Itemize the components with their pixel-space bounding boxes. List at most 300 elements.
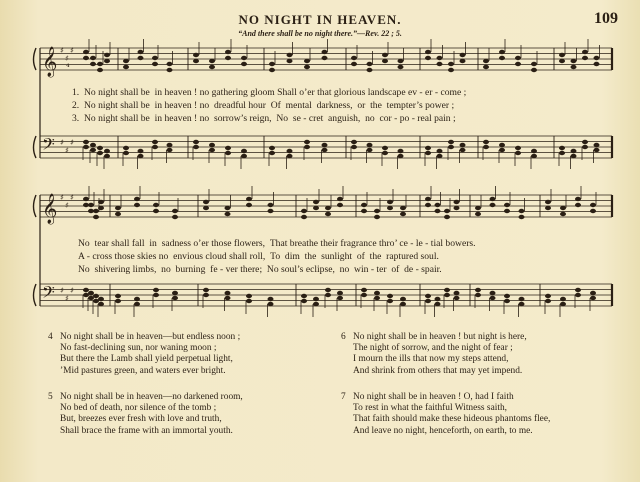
system1-brace	[34, 48, 37, 158]
system2-note-head	[475, 293, 481, 297]
system1-note-head	[123, 65, 129, 69]
system2-treble-clef: 𝄞	[42, 194, 58, 224]
system1-note-head	[460, 59, 466, 63]
system2-note-head	[93, 209, 99, 213]
scripture-reference: “And there shall be no night there.”—Rev. 22 ; 5.	[238, 29, 402, 38]
system2-note-head	[325, 206, 331, 210]
system2-note-head	[134, 203, 140, 207]
system2-note-head	[504, 209, 510, 213]
system2-note-head	[203, 200, 209, 204]
system1-note-head	[97, 146, 103, 150]
system1-note-head	[582, 145, 588, 149]
system1-note-head	[123, 146, 129, 150]
system1-note-head	[448, 140, 454, 144]
system2-note-head	[490, 291, 496, 295]
system2-note-head	[268, 297, 274, 301]
system1-note-head	[398, 154, 404, 158]
system1-note-head	[351, 145, 357, 149]
system2-note-head	[400, 206, 406, 210]
stanza-line: Shall brace the frame with an immortal youth.	[60, 425, 233, 436]
system2-note-head	[374, 209, 380, 213]
system1-note-head	[448, 68, 454, 72]
system2-note-head	[153, 288, 159, 292]
system1-note-head	[499, 143, 505, 147]
system1-note-head	[241, 154, 247, 158]
system2-note-head	[98, 297, 104, 301]
system2-note-head	[575, 293, 581, 297]
system2-note-head	[400, 297, 406, 301]
system1-note-head	[398, 65, 404, 69]
system1-note-head	[287, 59, 293, 63]
system1-note-head	[382, 53, 388, 57]
system1-note-head	[499, 50, 505, 54]
system2-note-head	[361, 209, 367, 213]
system2-note-head	[301, 209, 307, 213]
system2-note-head	[454, 296, 460, 300]
system2-note-head	[545, 294, 551, 298]
verse-line-1: 1. No night shall be in heaven ! no gathering gloom Shall o’er that glorious landscape ev - er - come ;	[72, 87, 467, 98]
system1-note-head	[167, 68, 173, 72]
system1-note-head	[594, 143, 600, 147]
system1-note-head	[571, 154, 577, 158]
system1-note-head	[83, 140, 89, 144]
system2-note-head	[490, 203, 496, 207]
stanza-line: That faith should make these hideous phantoms flee,	[353, 414, 551, 425]
system2-note-head	[153, 203, 159, 207]
system1-note-head	[304, 59, 310, 63]
system1-bass-clef: 𝄢	[42, 134, 55, 158]
system2-key-sharp: ♯	[70, 286, 74, 295]
system2-note-head	[325, 212, 331, 216]
system1-note-head	[483, 145, 489, 149]
system2-note-head	[575, 288, 581, 292]
system2-note-head	[490, 197, 496, 201]
system2-note-head	[400, 302, 406, 306]
system1-note-head	[167, 62, 173, 66]
stanza-6	[341, 332, 527, 377]
system1-note-head	[138, 154, 144, 158]
system1-note-head	[351, 56, 357, 60]
system2-note-head	[225, 212, 231, 216]
system2-note-head	[153, 209, 159, 213]
system2-bass-clef: 𝄢	[42, 282, 55, 306]
system1-note-head	[483, 59, 489, 63]
system1-note-head	[460, 53, 466, 57]
system1-note-head	[559, 151, 565, 155]
time-sig: ⁴	[66, 63, 70, 73]
system1-note-head	[152, 145, 158, 149]
system2-note-head	[246, 294, 252, 298]
system1-key-sharp: ♯	[60, 46, 64, 55]
stanza-line: No night shall be in heaven ! O, had I faith	[353, 392, 514, 402]
system2-note-head	[98, 200, 104, 204]
system1-note-head	[515, 146, 521, 150]
system2-note-head	[301, 294, 307, 298]
system1-note-head	[425, 56, 431, 60]
system1-note-head	[287, 53, 293, 57]
system2-note-head	[134, 197, 140, 201]
system2-note-head	[425, 203, 431, 207]
system1-note-head	[322, 148, 328, 152]
system1-note-head	[437, 56, 443, 60]
system2-brace	[34, 195, 37, 306]
stanza-number: 5	[48, 392, 53, 402]
system1-note-head	[167, 143, 173, 147]
system2-note-head	[172, 291, 178, 295]
system2-note-head	[575, 203, 581, 207]
system1-note-head	[123, 59, 129, 63]
system2-note-head	[444, 288, 450, 292]
system2-note-head	[268, 302, 274, 306]
system1-note-head	[382, 151, 388, 155]
system1-note-head	[104, 154, 110, 158]
system1-note-head	[90, 143, 96, 147]
stanza-line: To rest in what the faithful Witness saith,	[353, 403, 507, 414]
system1-note-head	[167, 148, 173, 152]
system2-note-head	[172, 215, 178, 219]
system1-note-head	[437, 154, 443, 158]
system1-note-head	[425, 151, 431, 155]
system2-key-sharp: ♯	[70, 193, 74, 202]
system2-note-head	[301, 299, 307, 303]
system2-note-head	[560, 212, 566, 216]
system2-note-head	[153, 293, 159, 297]
system1-note-head	[367, 68, 373, 72]
system1-note-head	[209, 65, 215, 69]
system2-note-head	[301, 215, 307, 219]
stanza-7	[341, 392, 551, 437]
system1-note-head	[531, 62, 537, 66]
system1-note-head	[241, 149, 247, 153]
verse-line-6: No shivering limbs, no burning fe - ver there; No soul’s eclipse, no win - ter of de - spair.	[78, 264, 442, 275]
system2-key-sharp: ♯	[60, 193, 64, 202]
system2-note-head	[374, 291, 380, 295]
system2-note-head	[98, 302, 104, 306]
system1-note-head	[83, 56, 89, 60]
system1-note-head	[225, 50, 231, 54]
system2-note-head	[115, 212, 121, 216]
system2-note-head	[374, 296, 380, 300]
system1-note-head	[448, 62, 454, 66]
system2-note-head	[444, 293, 450, 297]
system1-note-head	[97, 151, 103, 155]
stanza-line: ’Mid pastures green, and waters ever bright.	[60, 365, 226, 376]
system2-note-head	[519, 215, 525, 219]
stanza-number: 7	[341, 392, 346, 402]
system2-note-head	[325, 288, 331, 292]
system1-note-head	[571, 59, 577, 63]
system2-note-head	[425, 294, 431, 298]
system1-note-head	[571, 65, 577, 69]
system1-note-head	[594, 56, 600, 60]
system2-note-head	[590, 296, 596, 300]
system2-note-head	[246, 299, 252, 303]
system2-note-head	[560, 206, 566, 210]
system2-note-head	[172, 296, 178, 300]
system1-note-head	[241, 56, 247, 60]
system1-note-head	[209, 148, 215, 152]
system2-note-head	[93, 215, 99, 219]
system1-note-head	[531, 149, 537, 153]
system2-note-head	[361, 293, 367, 297]
system1-note-head	[398, 149, 404, 153]
system2-note-head	[115, 299, 121, 303]
system2-note-head	[313, 200, 319, 204]
system1-note-head	[531, 154, 537, 158]
system2-note-head	[203, 206, 209, 210]
system2-note-head	[475, 288, 481, 292]
system1-note-head	[460, 143, 466, 147]
system1-note-head	[269, 68, 275, 72]
system2-note-head	[337, 197, 343, 201]
system1-note-head	[152, 62, 158, 66]
system2-note-head	[454, 291, 460, 295]
system2-note-head	[337, 296, 343, 300]
system1-note-head	[269, 146, 275, 150]
system1-note-head	[83, 145, 89, 149]
system1-note-head	[322, 56, 328, 60]
system1-note-head	[138, 149, 144, 153]
system1-note-head	[104, 149, 110, 153]
system1-note-head	[241, 62, 247, 66]
system2-note-head	[225, 296, 231, 300]
system2-note-head	[425, 197, 431, 201]
system1-note-head	[425, 146, 431, 150]
system2-note-head	[268, 209, 274, 213]
system1-note-head	[367, 62, 373, 66]
hymn-title: NO NIGHT IN HEAVEN.	[238, 12, 402, 27]
system2-note-head	[115, 294, 121, 298]
system1-note-head	[582, 140, 588, 144]
system1-note-head	[225, 151, 231, 155]
system1-note-head	[515, 62, 521, 66]
system1-note-head	[499, 56, 505, 60]
system2-note-head	[203, 288, 209, 292]
stanza-line: But, breezes ever fresh with love and truth,	[60, 414, 222, 425]
system2-note-head	[475, 212, 481, 216]
system1-note-head	[460, 148, 466, 152]
system1-note-head	[193, 145, 199, 149]
system2-note-head	[560, 302, 566, 306]
system2-note-head	[83, 288, 89, 292]
system1-note-head	[83, 50, 89, 54]
system2-note-head	[88, 291, 94, 295]
system1-note-head	[123, 151, 129, 155]
system1-note-head	[437, 149, 443, 153]
verse-line-2: 2. No night shall be in heaven ! no dreadful hour Of mental darkness, or the tempter’s power ;	[72, 100, 455, 111]
system1-note-head	[398, 59, 404, 63]
system1-note-head	[425, 50, 431, 54]
system2-note-head	[545, 206, 551, 210]
system2-key-sharp: ♯	[65, 294, 69, 303]
system2-note-head	[325, 293, 331, 297]
stanza-line: I mourn the ills that now my steps attend,	[353, 354, 509, 365]
system1-note-head	[90, 62, 96, 66]
system1-note-head	[193, 53, 199, 57]
system1-key-sharp: ♯	[60, 138, 64, 147]
system1-note-head	[322, 143, 328, 147]
system2-note-head	[88, 203, 94, 207]
verse-line-4: No tear shall fall in sadness o’er those flowers, That breathe their fragrance thro’ ce - le - tial bowers.	[78, 238, 476, 249]
system1-note-head	[193, 140, 199, 144]
system2-note-head	[519, 209, 525, 213]
system1-note-head	[90, 56, 96, 60]
system2-note-head	[519, 297, 525, 301]
system1-key-sharp: ♯	[65, 54, 69, 63]
system2-note-head	[545, 299, 551, 303]
system1-note-head	[367, 143, 373, 147]
system1-note-head	[304, 140, 310, 144]
stanza-4	[48, 332, 241, 377]
system1-note-head	[515, 56, 521, 60]
system2-note-head	[475, 206, 481, 210]
system2-note-head	[454, 200, 460, 204]
system1-note-head	[138, 56, 144, 60]
system1-note-head	[351, 62, 357, 66]
system1-note-head	[152, 140, 158, 144]
system1-note-head	[559, 146, 565, 150]
system1-key-sharp: ♯	[65, 146, 69, 155]
system2-note-head	[313, 206, 319, 210]
system2-key-sharp: ♯	[65, 201, 69, 210]
system1-note-head	[515, 151, 521, 155]
system1-note-head	[594, 62, 600, 66]
system2-note-head	[425, 299, 431, 303]
system2-note-head	[374, 215, 380, 219]
system1-note-head	[582, 50, 588, 54]
system1-note-head	[351, 140, 357, 144]
system1-key-sharp: ♯	[70, 138, 74, 147]
system1-note-head	[448, 145, 454, 149]
system2-note-head	[435, 203, 441, 207]
system1-note-head	[571, 149, 577, 153]
system1-note-head	[559, 59, 565, 63]
system2-note-head	[246, 197, 252, 201]
system2-note-head	[83, 197, 89, 201]
system1-note-head	[582, 56, 588, 60]
system2-key-sharp: ♯	[60, 286, 64, 295]
system2-note-head	[337, 203, 343, 207]
system1-note-head	[209, 143, 215, 147]
verse-line-3: 3. No night shall be in heaven ! no sorrow’s reign, No se - cret anguish, no cor - po - real pain ;	[72, 113, 456, 124]
stanza-5	[48, 392, 243, 437]
system1-note-head	[437, 62, 443, 66]
system1-note-head	[287, 149, 293, 153]
stanza-line: No night shall be in heaven—but endless noon ;	[60, 332, 241, 342]
system2-note-head	[246, 203, 252, 207]
system1-note-head	[104, 59, 110, 63]
system2-note-head	[504, 299, 510, 303]
stanza-number: 4	[48, 332, 53, 342]
stanza-line: No bed of death, nor silence of the tomb ;	[60, 403, 217, 414]
stanza-line: And shrink from others that may yet impend.	[353, 365, 523, 376]
system1-key-sharp: ♯	[70, 46, 74, 55]
system1-note-head	[382, 59, 388, 63]
system2-note-head	[225, 206, 231, 210]
system1-note-head	[97, 68, 103, 72]
system2-note-head	[313, 297, 319, 301]
page-number: 109	[594, 10, 618, 27]
stanza-line: The night of sorrow, and the night of fear ;	[353, 343, 513, 354]
system2-note-head	[504, 294, 510, 298]
system1-note-head	[269, 151, 275, 155]
system2-note-head	[115, 206, 121, 210]
system2-note-head	[134, 302, 140, 306]
system2-note-head	[590, 209, 596, 213]
system2-note-head	[98, 206, 104, 210]
system2-note-head	[435, 302, 441, 306]
system1-note-head	[287, 154, 293, 158]
system2-note-head	[172, 209, 178, 213]
system1-note-head	[225, 146, 231, 150]
system2-note-head	[268, 203, 274, 207]
system2-note-head	[361, 203, 367, 207]
system2-note-head	[435, 209, 441, 213]
system2-note-head	[387, 294, 393, 298]
stanza-line: No night shall be in heaven ! but night is here,	[353, 332, 527, 342]
system1-note-head	[269, 62, 275, 66]
system2-note-head	[454, 206, 460, 210]
system1-note-head	[322, 50, 328, 54]
system1-note-head	[304, 145, 310, 149]
system1-note-head	[225, 56, 231, 60]
system1-note-head	[483, 140, 489, 144]
system1-note-head	[594, 148, 600, 152]
verse-line-5: A - cross those skies no envious cloud shall roll, To dim the sunlight of the raptured soul.	[78, 251, 439, 262]
system2-note-head	[387, 299, 393, 303]
system1-treble-clef: 𝄞	[42, 47, 58, 77]
system2-note-head	[590, 291, 596, 295]
system1-note-head	[499, 148, 505, 152]
system2-note-head	[435, 297, 441, 301]
stanza-line: No fast-declining sun, nor waning moon ;	[60, 343, 217, 354]
system1-note-head	[209, 59, 215, 63]
system1-note-head	[382, 146, 388, 150]
system2-note-head	[444, 215, 450, 219]
system2-note-head	[590, 203, 596, 207]
system1-note-head	[97, 62, 103, 66]
system2-note-head	[337, 291, 343, 295]
system2-note-head	[93, 294, 99, 298]
system1-note-head	[531, 68, 537, 72]
system2-note-head	[560, 297, 566, 301]
system1-note-head	[152, 56, 158, 60]
system2-note-head	[575, 197, 581, 201]
system1-note-head	[90, 148, 96, 152]
system2-note-head	[444, 209, 450, 213]
system2-note-head	[387, 200, 393, 204]
system2-note-head	[361, 288, 367, 292]
stanza-number: 6	[341, 332, 346, 342]
system1-note-head	[304, 65, 310, 69]
system2-note-head	[134, 297, 140, 301]
stanza-line: And leave no night, henceforth, on earth, to me.	[353, 425, 533, 436]
system1-note-head	[104, 53, 110, 57]
system2-note-head	[313, 302, 319, 306]
system1-note-head	[367, 148, 373, 152]
system2-note-head	[545, 200, 551, 204]
system1-note-head	[193, 59, 199, 63]
system2-note-head	[387, 206, 393, 210]
system2-note-head	[203, 293, 209, 297]
system1-note-head	[483, 65, 489, 69]
system2-note-head	[400, 212, 406, 216]
stanza-line: But there the Lamb shall yield perpetual light,	[60, 354, 233, 365]
system1-note-head	[138, 50, 144, 54]
system2-note-head	[225, 291, 231, 295]
stanza-line: No night shall be in heaven—no darkened room,	[60, 392, 243, 402]
system2-note-head	[519, 302, 525, 306]
